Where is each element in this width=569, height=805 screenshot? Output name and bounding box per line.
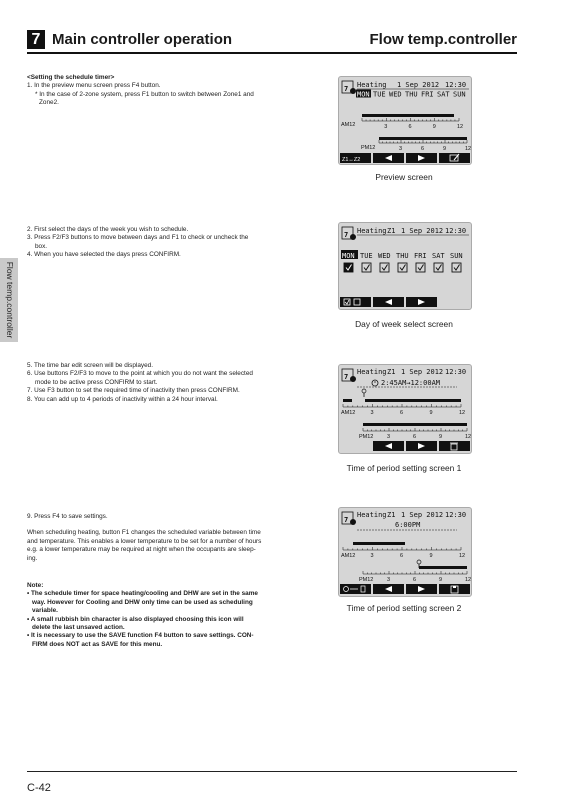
tick-label: 3 (384, 124, 388, 130)
day-checkbox-tue[interactable] (362, 263, 371, 272)
day-label-tue: TUE (360, 252, 373, 260)
day-checkbox-sat[interactable] (434, 263, 443, 272)
note-line: variable. (32, 607, 58, 615)
screen-date: 1 Sep 2012 (397, 81, 440, 89)
screen-time: 12:30 (445, 368, 467, 376)
clock-icon (372, 380, 378, 386)
day-label-fri: FRI (421, 90, 434, 99)
section-heading: <Setting the schedule timer> (27, 74, 115, 81)
tick-label: 6 (400, 553, 404, 559)
tick-label: 6 (408, 124, 412, 130)
day-label-thu: THU (405, 90, 418, 99)
step-line: 1. In the preview menu screen press F4 button. (27, 82, 161, 90)
note-block (27, 582, 289, 649)
caption-period-2: Time of period setting screen 2 (346, 603, 462, 613)
screen-time: 12:30 (445, 81, 467, 89)
am-schedule-bar (353, 542, 405, 545)
screen-title: Heating (357, 511, 387, 519)
screen-date: 1 Sep 2012 (401, 227, 444, 235)
day-checkbox-mon[interactable] (344, 263, 353, 272)
tick-label: 3 (399, 146, 403, 152)
day-label-mon: MON (342, 252, 355, 260)
period-range: 2:45AM→12:00AM (381, 379, 441, 387)
chapter-number: 7 (27, 30, 45, 49)
section-setting-timer (27, 74, 287, 108)
step-line: box. (35, 242, 48, 250)
heating-icon (342, 512, 356, 525)
tick-label: 12 (459, 553, 466, 559)
day-label-sun: SUN (450, 252, 463, 260)
step-line: 2. First select the days of the week you wish to schedule. (27, 226, 189, 233)
page-number: C-42 (27, 782, 51, 794)
step-line: 9. Press F4 to save settings. (27, 513, 108, 520)
day-checkbox-wed[interactable] (380, 263, 389, 272)
step-line: 3. Press F2/F3 buttons to move between days and F1 to check or uncheck the (27, 234, 249, 242)
pm-schedule-bar (363, 423, 467, 426)
note-line: way. However for Cooling and DHW only time can be used as scheduling (32, 598, 253, 606)
tick-label: 9 (429, 553, 433, 559)
screen-title: Heating (357, 368, 387, 376)
period-setting-screen-1 (338, 364, 472, 454)
caption-preview: Preview screen (375, 172, 433, 182)
am-schedule-bar (343, 399, 352, 402)
tick-label: 9 (429, 410, 433, 416)
step-line: 5. The time bar edit screen will be displayed. (27, 362, 153, 369)
day-select-screen (338, 222, 472, 310)
day-label-fri: FRI (414, 252, 427, 260)
f4-button[interactable] (439, 584, 470, 594)
step-line: * In the case of 2-zone system, press F1 button to switch between Zone1 and (35, 90, 254, 98)
note-line: • The schedule timer for space heating/cooling and DHW are set in the same (27, 590, 258, 598)
note-line: FIRM does NOT act as SAVE for this menu. (32, 640, 163, 648)
chapter-title: Main controller operation (52, 31, 233, 48)
day-label-wed: WED (378, 252, 391, 260)
period-setting-screen-2 (338, 507, 472, 597)
step-line: Zone2. (39, 99, 59, 107)
para-line: ing. (27, 554, 38, 562)
am-label: AM12 (341, 122, 356, 128)
tick-label: 12 (459, 410, 466, 416)
pm-schedule-bar (419, 566, 467, 569)
day-label-thu: THU (396, 252, 409, 260)
day-label-sat: SAT (432, 252, 445, 260)
tick-label: 12 (465, 577, 471, 583)
para-line: and temperature. This enables a lower temperature to be set for a number of hours (27, 537, 262, 545)
section-title: Flow temp.controller (369, 31, 517, 48)
period-time: 6:00PM (395, 521, 421, 529)
screen-zone: Z1 (387, 227, 396, 235)
step-line: 7. Use F3 button to set the required time of inactivity then press CONFIRM. (27, 387, 240, 395)
chapter-header (27, 29, 517, 51)
caption-day-select: Day of week select screen (355, 319, 453, 329)
svg-text:7: 7 (344, 85, 349, 93)
tick-label: 6 (421, 146, 425, 152)
zone-switch-label: Z1↔Z2 (342, 157, 361, 163)
am-label: AM12 (341, 410, 356, 416)
tick-label: 3 (370, 410, 374, 416)
step-line: mode to be active press CONFIRM to start. (35, 378, 158, 386)
day-label-tue: TUE (373, 90, 386, 99)
am-schedule-bar (365, 399, 461, 402)
header-rule (27, 52, 517, 54)
screen-zone: Z1 (387, 368, 396, 376)
step-line: 4. When you have selected the days press CONFIRM. (27, 251, 181, 259)
tick-label: 6 (413, 577, 417, 583)
cursor-indicator (362, 389, 366, 397)
section-save (27, 513, 289, 563)
screen-title: Heating (357, 227, 387, 235)
tick-label: 12 (465, 434, 471, 440)
screen-date: 1 Sep 2012 (401, 368, 444, 376)
tick-label: 3 (387, 577, 391, 583)
step-line: 6. Use buttons F2/F3 to move to the point at which you do not want the selected (27, 370, 253, 378)
tick-label: 12 (457, 124, 464, 130)
day-label-mon: MON (357, 90, 370, 99)
footer-rule (27, 771, 517, 772)
heating-icon (342, 227, 356, 240)
caption-period-1: Time of period setting screen 1 (346, 463, 462, 473)
screen-time: 12:30 (445, 511, 467, 519)
screen-title: Heating (357, 81, 387, 89)
note-line: • A small rubbish bin character is also displayed choosing this icon will (27, 615, 244, 623)
note-title: Note: (27, 582, 44, 589)
pm-label: PM12 (359, 577, 374, 583)
f4-button[interactable] (439, 441, 470, 451)
section-time-bar (27, 362, 287, 404)
tick-label: 3 (370, 553, 374, 559)
screen-date: 1 Sep 2012 (401, 511, 444, 519)
f1-button[interactable] (340, 297, 371, 307)
para-line: e.g. a lower temperature may be required at night when the occupants are sleep- (27, 546, 256, 554)
svg-text:7: 7 (344, 373, 349, 381)
note-line: • It is necessary to use the SAVE function F4 button to save settings. CON- (27, 632, 254, 640)
f4-button[interactable] (439, 153, 470, 163)
day-label-sat: SAT (437, 90, 450, 99)
tick-label: 9 (443, 146, 447, 152)
screen-time: 12:30 (445, 227, 467, 235)
tick-label: 9 (432, 124, 436, 130)
heating-icon (342, 81, 356, 94)
tick-label: 12 (465, 146, 471, 152)
tick-label: 3 (387, 434, 391, 440)
pm-label: PM12 (359, 434, 374, 440)
tick-label: 9 (439, 577, 443, 583)
side-tab-label: Flow temp.controller (5, 261, 15, 339)
day-label-wed: WED (389, 90, 402, 99)
step-line: 8. You can add up to 4 periods of inactivity within a 24 hour interval. (27, 395, 218, 403)
screen-zone: Z1 (387, 511, 396, 519)
tick-label: 6 (400, 410, 404, 416)
day-checkbox-sun[interactable] (452, 263, 461, 272)
tick-label: 9 (439, 434, 443, 440)
preview-screen (338, 76, 472, 165)
day-checkbox-thu[interactable] (398, 263, 407, 272)
pm-schedule-bar (379, 137, 467, 140)
am-schedule-bar (362, 114, 454, 117)
svg-text:7: 7 (344, 231, 349, 239)
section-day-select (27, 226, 287, 260)
svg-text:7: 7 (344, 516, 349, 524)
day-checkbox-fri[interactable] (416, 263, 425, 272)
pm-label: PM12 (361, 145, 376, 151)
para-line: When scheduling heating, button F1 changes the scheduled variable between time (27, 529, 261, 537)
am-label: AM12 (341, 553, 356, 559)
heating-icon (342, 369, 356, 382)
day-label-sun: SUN (453, 90, 466, 99)
tick-label: 6 (413, 434, 417, 440)
note-line: delete the last unsaved action. (32, 624, 125, 632)
